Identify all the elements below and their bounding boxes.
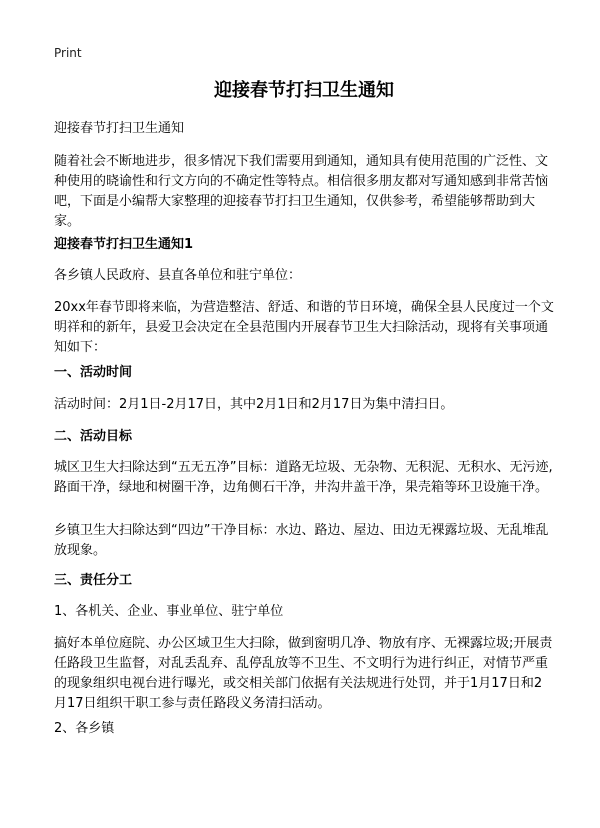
section-2-heading: 二、活动目标 — [54, 429, 133, 444]
section-2-paragraph-2: 乡镇卫生大扫除达到“四边”干净目标：水边、路边、屋边、田边无裸露垃圾、无乱堆乱放现象。 — [54, 523, 549, 558]
section-1-text: 活动时间：2月1日-2月17日，其中2月1日和2月17日为集中清扫日。 — [54, 397, 454, 412]
document-title: 迎接春节打扫卫生通知 — [214, 80, 394, 101]
section-3-heading: 三、责任分工 — [54, 573, 133, 588]
section-3-item-2-title: 2、各乡镇 — [54, 721, 115, 736]
section-3-item-1-title: 1、各机关、企业、事业单位、驻宁单位 — [54, 604, 284, 619]
notice-heading: 迎接春节打扫卫生通知1 — [54, 237, 194, 252]
print-label: Print — [54, 46, 82, 60]
section-1-heading: 一、活动时间 — [54, 365, 133, 380]
opening-paragraph: 20xx年春节即将来临，为营造整洁、舒适、和谐的节日环境，确保全县人民度过一个文明祥和的新年，县爱卫会决定在全县范围内开展春节卫生大扫除活动，现将有关事项通知如下： — [54, 300, 554, 355]
section-2-paragraph-1: 城区卫生大扫除达到“五无五净”目标：道路无垃圾、无杂物、无积泥、无积水、无污迹,路面干净，绿地和树圈干净，边角侧石干净，井沟井盖干净，果壳箱等环卫设施干净。 — [54, 460, 553, 495]
addressee-line: 各乡镇人民政府、县直各单位和驻宁单位： — [54, 268, 302, 283]
document-subtitle: 迎接春节打扫卫生通知 — [54, 121, 185, 136]
intro-paragraph: 随着社会不断地进步，很多情况下我们需要用到通知，通知具有使用范围的广泛性、文种使用的晓谕性和行文方向的不确定性等特点。相信很多朋友都对写通知感到非常苦恼吧，下面是小编帮大家整理的迎接春节打扫卫生通知，仅供参考，希望能够帮助到大家。 — [54, 154, 549, 229]
section-3-item-1-text: 搞好本单位庭院、办公区域卫生大扫除，做到窗明几净、物放有序、无裸露垃圾;开展责任路段卫生监督，对乱丢乱弃、乱停乱放等不卫生、不文明行为进行纠正，对情节严重的现象组织电视台进行曝光，或交相关部门依据有关法规进行处罚，并于1月17日和2月17日组织干职工参与责任路段义务清扫活动。 — [54, 636, 553, 711]
